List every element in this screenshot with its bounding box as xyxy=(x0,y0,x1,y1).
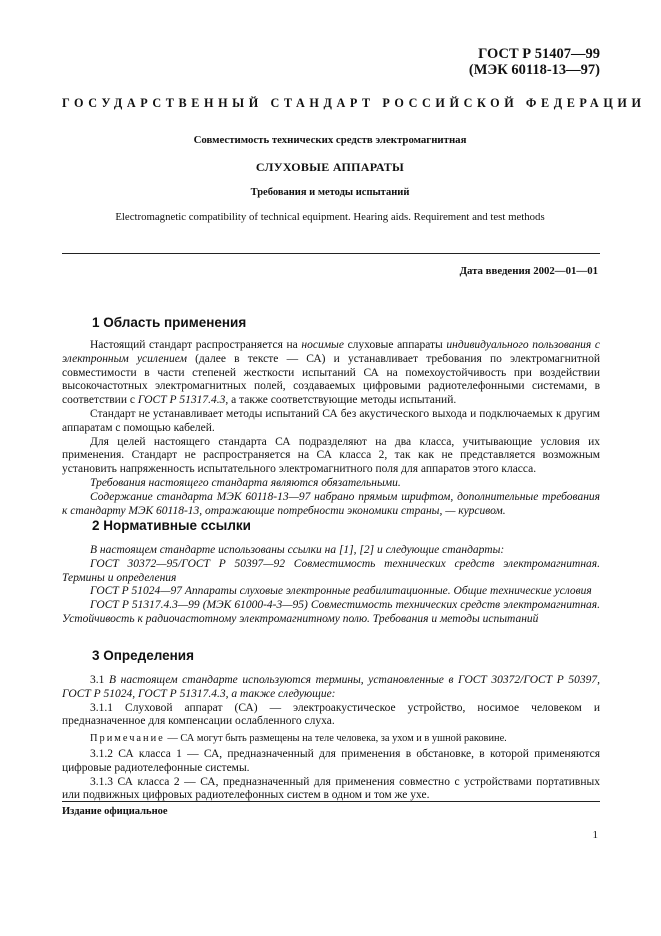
text-run: (далее в тексте — СА) и устанавливает требования по электромагнитной совместимости в части степеней жесткости испытаний СА на помехоустойчивость при воздействии высокочастотных электромагнитных полей, создаваемых цифровыми радиотелефонными системами, в соответствии с xyxy=(62,352,600,407)
standard-code-gost: ГОСТ Р 51407—99 xyxy=(478,46,600,62)
section-2-heading: 2 Нормативные ссылки xyxy=(92,518,251,533)
official-edition-label: Издание официальное xyxy=(62,806,168,817)
reference-item: ГОСТ 30372—95/ГОСТ Р 50397—92 Совместимость технических средств электромагнитная. Термины и определения xyxy=(62,557,600,584)
reference-item: ГОСТ Р 51317.4.3—99 (МЭК 61000-4-3—95) Совместимость технических средств электромагнитная. Устойчивость к радиочастотному электромагнитному полю. Требования и методы испытаний xyxy=(62,599,600,625)
introduction-date: Дата введения 2002—01—01 xyxy=(459,265,598,277)
section-1-heading: 1 Область применения xyxy=(92,315,247,330)
italic-text-run: В настоящем стандарте используются термины, установленные в ГОСТ 30372/ГОСТ Р 50397, ГОСТ Р 51024, ГОСТ Р 51317.4.3, а также следующие: xyxy=(62,674,600,700)
definition-3-1 xyxy=(62,674,600,702)
italic-text-run: ГОСТ Р 51317.4.3 xyxy=(137,394,226,407)
text-run: , а также соответствующие методы испытаний. xyxy=(225,394,457,407)
definition-3-1-1: 3.1.1 Слуховой аппарат (СА) — электроакустическое устройство, носимое человеком и предназначенное для компенсации ослабленного слуха. xyxy=(62,701,600,728)
document-subtitle: Требования и методы испытаний xyxy=(250,187,410,198)
definition-note xyxy=(62,732,600,746)
section-1-paragraph-5 xyxy=(62,491,600,519)
section-1-body xyxy=(62,339,600,518)
section-1-paragraph-2: Стандарт не устанавливает методы испытаний СА без акустического выхода и подключаемых к другим аппаратам с помощью кабелей. xyxy=(62,407,600,434)
standard-code xyxy=(469,46,600,78)
reference-item: ГОСТ Р 51024—97 Аппараты слуховые электронные реабилитационные. Общие технические условия xyxy=(90,585,592,598)
italic-text-run: Содержание стандарта МЭК 60118-13—97 набрано прямым шрифтом, дополнительные требования к стандарту МЭК 60118-13, отражающие потребности экономики страны, — курсивом. xyxy=(62,490,600,517)
note-text: — СА могут быть размещены на теле человека, за ухом и в ушной раковине. xyxy=(164,733,507,745)
text-run: 3.1 xyxy=(90,674,109,686)
references-intro: В настоящем стандарте использованы ссылки на [1], [2] и следующие стандарты: xyxy=(90,544,505,556)
page-number: 1 xyxy=(592,829,598,841)
note-label: Примечание xyxy=(90,733,165,745)
document-title: СЛУХОВЫЕ АППАРАТЫ xyxy=(255,160,405,174)
section-3-heading: 3 Определения xyxy=(92,648,194,663)
text-run: слуховые аппараты xyxy=(343,339,447,351)
section-3-body xyxy=(62,674,600,803)
text-run: Настоящий стандарт распространяется на xyxy=(90,339,302,351)
definition-3-1-2: 3.1.2 СА класса 1 — СА, предназначенный для применения в обстановке, в которой применяются цифровые радиотелефонные системы. xyxy=(62,747,600,774)
definition-3-1-3: 3.1.3 СА класса 2 — СА, предназначенный для применения совместно с устройствами портативных или подвижных цифровых радиотелефонных систем в одном и том же ухе. xyxy=(62,775,600,802)
english-title: Electromagnetic compatibility of technical equipment. Hearing aids. Requirement and test methods xyxy=(115,211,545,223)
section-1-paragraph-4: Требования настоящего стандарта являются обязательными. xyxy=(90,476,401,489)
compatibility-line: Совместимость технических средств электромагнитная xyxy=(193,134,467,146)
italic-text-run: индивидуального пользования с электронным усилением xyxy=(62,339,601,365)
section-2-body xyxy=(62,544,600,627)
footer-divider xyxy=(62,801,600,802)
title-divider xyxy=(62,253,600,254)
gov-standard-title: ГОСУДАРСТВЕННЫЙ СТАНДАРТ РОССИЙСКОЙ ФЕДЕРАЦИИ xyxy=(62,96,646,110)
section-1-paragraph-3: Для целей настоящего стандарта СА подразделяют на два класса, учитывающие условия их применения. Стандарт не распространяется на СА класса 2, так как не представляется возможным установить напряженность испытательного электромагнитного поля для аппаратов этого класса. xyxy=(62,435,600,476)
section-1-paragraph-1 xyxy=(62,339,600,408)
italic-text-run: носимые xyxy=(301,339,344,351)
standard-code-iec: (МЭК 60118-13—97) xyxy=(468,62,600,78)
